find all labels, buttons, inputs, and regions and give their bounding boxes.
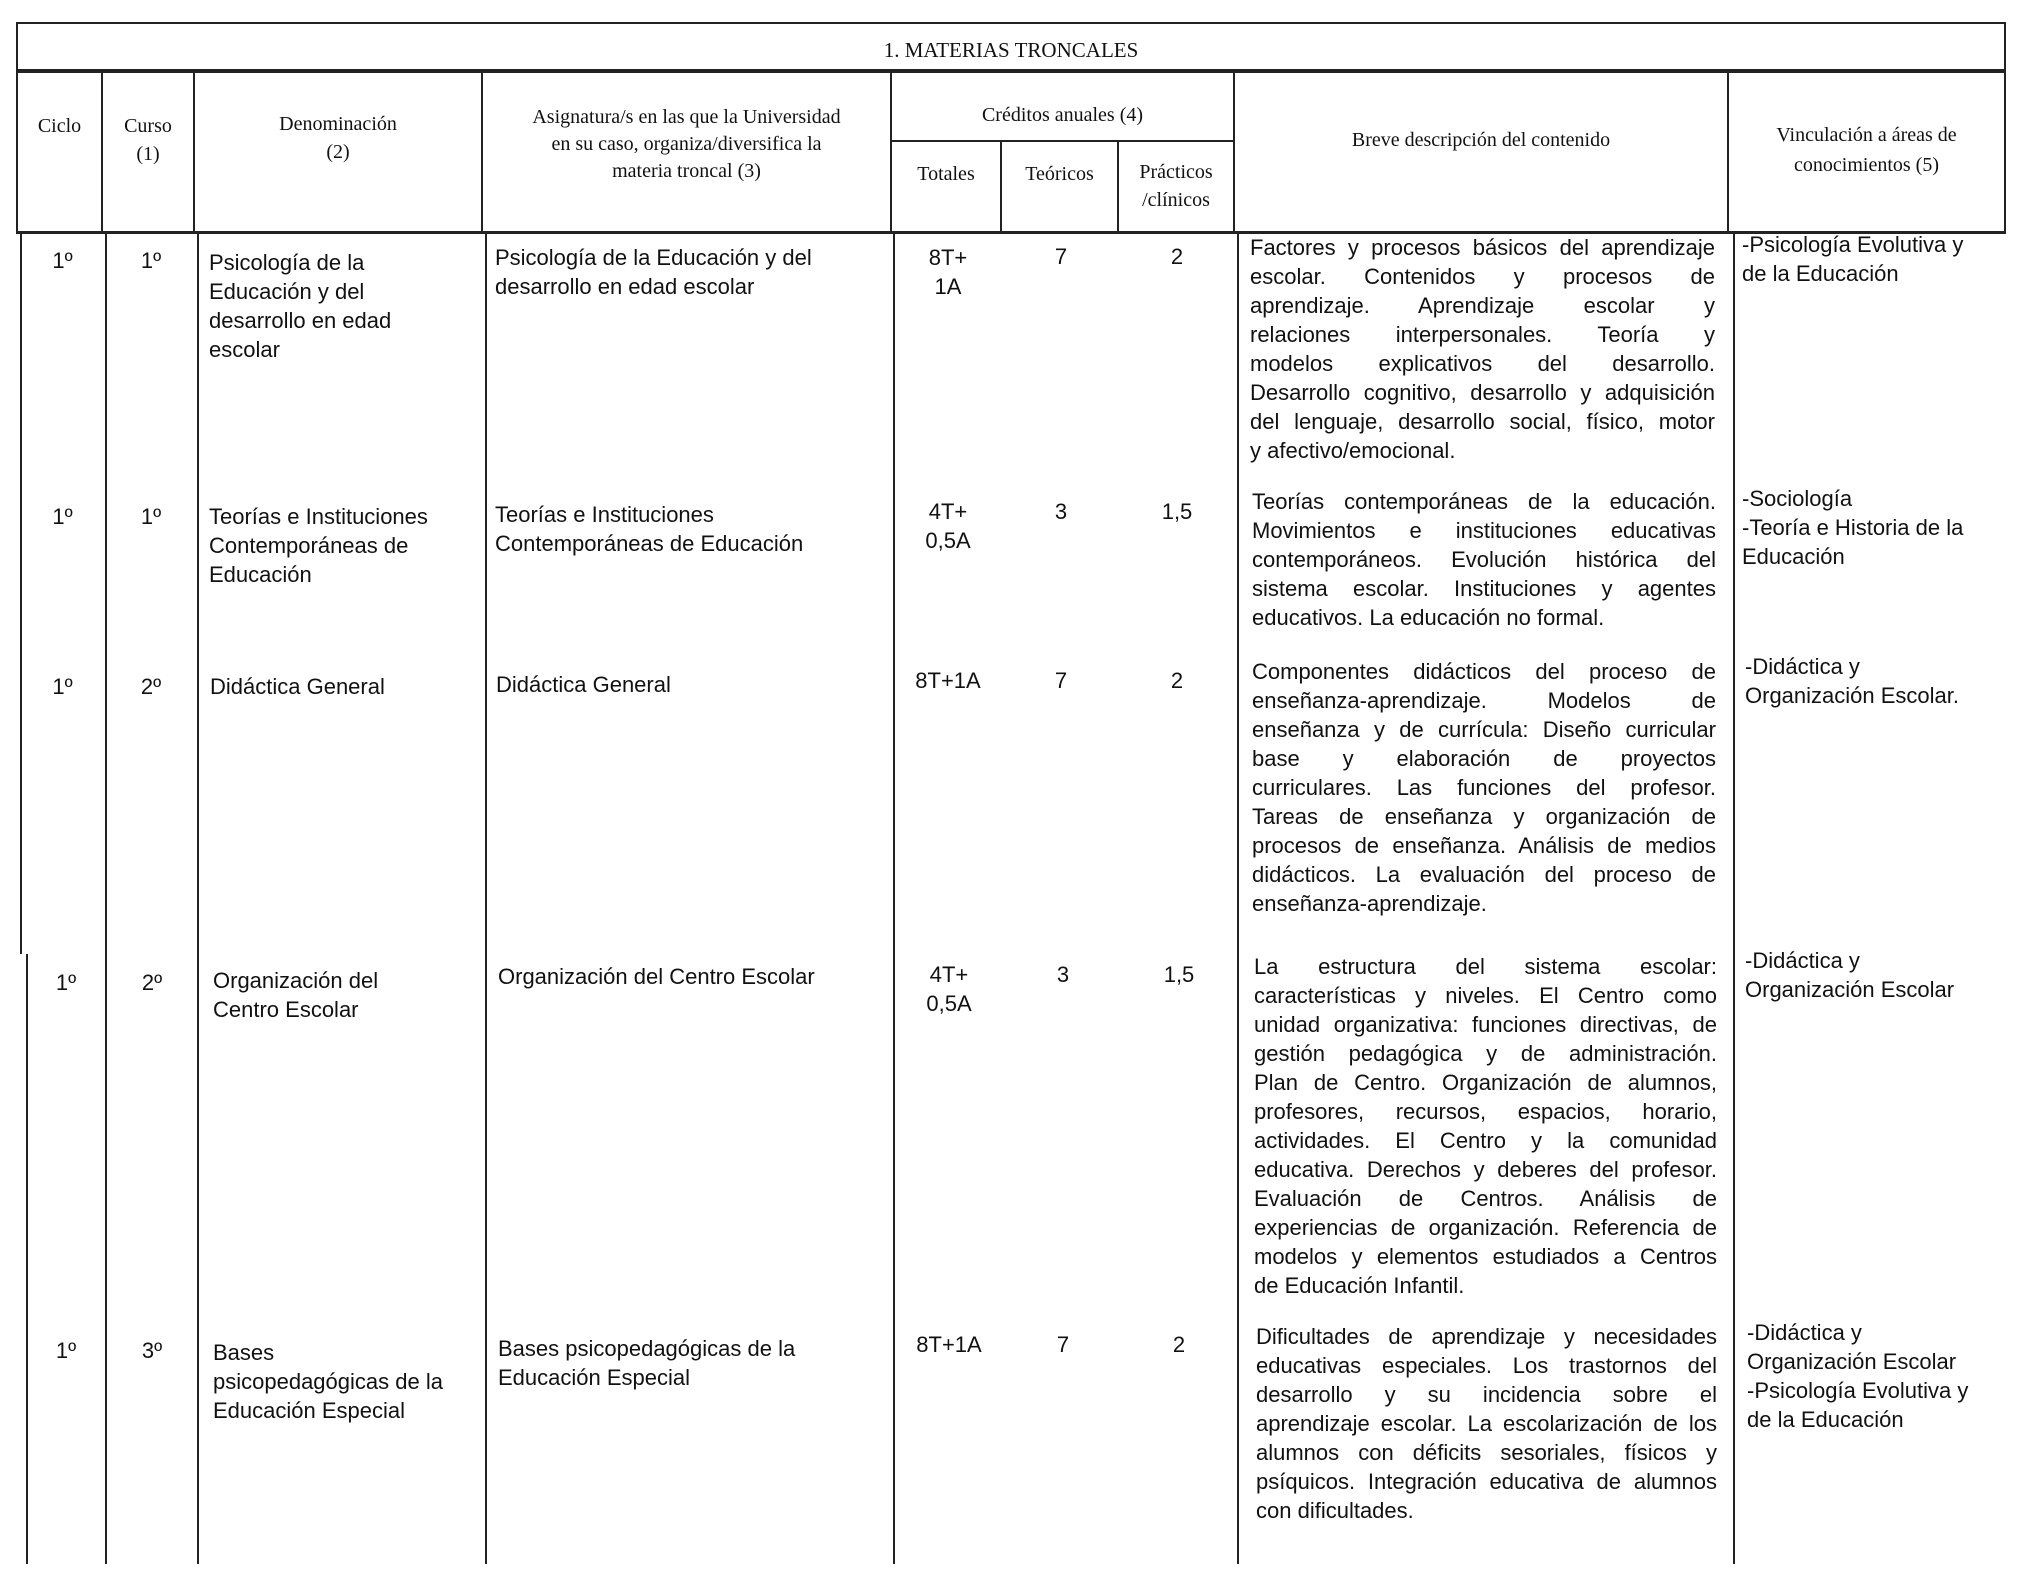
cell-asignatura: Teorías e Instituciones Contemporáneas de Educación: [495, 502, 804, 556]
cell-teoricos: 7: [1054, 668, 1068, 693]
cell-descripcion: Componentes didácticos del proceso de enseñanza-aprendizaje. Modelos de enseñanza y de currícula: Diseño curricular base y elaboración de proyectos curriculares. Las funciones del profesor. Tareas de enseñanza y organización de procesos de enseñanza. Análisis de medios didácticos. La evaluación del proceso de enseñanza-aprendizaje.: [1252, 659, 1716, 916]
cell-totales: 8T+1A: [915, 668, 981, 693]
cell-ciclo: 1º: [52, 674, 73, 699]
body-col-sep: [893, 234, 895, 1564]
cell-totales: 8T+ 1A: [928, 245, 968, 299]
cell-ciclo: 1º: [52, 248, 73, 273]
body-col-sep: [485, 234, 487, 1564]
body-col-sep: [1733, 234, 1735, 1564]
cell-practicos: 1,5: [1161, 499, 1193, 524]
cell-practicos: 2: [1170, 244, 1184, 269]
cell-vinculacion: -Didáctica y Organización Escolar: [1745, 948, 1955, 1002]
header-curso: Curso (1): [124, 115, 172, 165]
cell-vinculacion: -Psicología Evolutiva y de la Educación: [1742, 232, 1964, 286]
cell-ciclo: 1º: [55, 1338, 77, 1363]
cell-descripcion: Teorías contemporáneas de la educación. Movimientos e instituciones educativas contemporáneos. Evolución histórica del sistema escolar. Instituciones y agentes educativos. La educación no formal.: [1252, 489, 1716, 630]
cell-totales: 4T+ 0,5A: [926, 962, 972, 1016]
body-border-left: [20, 234, 22, 954]
cell-teoricos: 7: [1054, 244, 1068, 269]
cell-denominacion: Didáctica General: [210, 674, 385, 699]
cell-asignatura: Psicología de la Educación y del desarrollo en edad escolar: [495, 245, 812, 299]
header-totales: Totales: [917, 163, 975, 185]
cell-asignatura: Organización del Centro Escolar: [498, 964, 815, 989]
header-ciclo: Ciclo: [37, 115, 82, 137]
cell-practicos: 2: [1172, 1332, 1186, 1357]
cell-descripcion: La estructura del sistema escolar: características y niveles. El Centro como unidad organizativa: funciones directivas, de gestión pedagógica y de administración. Plan de Centro. Organización de alumnos, profesores, recursos, espacios, horario, actividades. El Centro y la comunidad educativa. Derechos y deberes del profesor. Evaluación de Centros. Análisis de experiencias de organización. Referencia de modelos y elementos estudiados a Centros de Educación Infantil.: [1254, 954, 1717, 1298]
body-col-sep: [1237, 234, 1239, 1564]
cell-curso: 1º: [140, 248, 162, 273]
header-denominacion: Denominación (2): [279, 113, 397, 163]
cell-denominacion: Psicología de la Educación y del desarrollo en edad escolar: [209, 250, 392, 362]
cell-descripcion: Factores y procesos básicos del aprendizaje escolar. Contenidos y procesos de aprendizaje. Aprendizaje escolar y relaciones interpersonales. Teoría y modelos explicativos del desarrollo. Desarrollo cognitivo, desarrollo y adquisición del lenguaje, desarrollo social, físico, motor y afectivo/emocional.: [1250, 235, 1715, 463]
cell-asignatura: Didáctica General: [496, 672, 671, 697]
header-practicos: Prácticos /clínicos: [1139, 161, 1213, 211]
cell-vinculacion: -Didáctica y Organización Escolar.: [1745, 654, 1959, 708]
cell-curso: 1º: [140, 504, 162, 529]
header-col-sep: [890, 73, 892, 233]
cell-denominacion: Teorías e Instituciones Contemporáneas de Educación: [209, 504, 428, 587]
body-border-left: [26, 954, 28, 1564]
header-asignatura: Asignatura/s en las que la Universidad en su caso, organiza/diversifica la materia troncal (3): [532, 106, 841, 182]
cell-curso: 3º: [141, 1338, 163, 1363]
header-vinculacion: Vinculación a áreas de conocimientos (5): [1776, 124, 1957, 176]
cell-vinculacion: -Sociología -Teoría e Historia de la Educación: [1742, 486, 1964, 569]
cell-teoricos: 7: [1056, 1332, 1070, 1357]
header-border-right: [2004, 22, 2006, 234]
table-title: 1. MATERIAS TRONCALES: [16, 22, 2006, 73]
cell-descripcion: Dificultades de aprendizaje y necesidades educativas especiales. Los trastornos del desarrollo y su incidencia sobre el aprendizaje escolar. La escolarización de los alumnos con déficits sesoriales, físicos y psíquicos. Integración educativa de alumnos con dificultades.: [1256, 1324, 1717, 1523]
cell-ciclo: 1º: [55, 970, 77, 995]
cell-teoricos: 3: [1054, 499, 1068, 524]
cell-practicos: 1,5: [1163, 962, 1195, 987]
header-teoricos: Teóricos: [1025, 163, 1094, 185]
cell-denominacion: Bases psicopedagógicas de la Educación Especial: [213, 1340, 443, 1423]
header-descripcion: Breve descripción del contenido: [1351, 129, 1611, 151]
cell-practicos: 2: [1170, 668, 1184, 693]
cell-teoricos: 3: [1056, 962, 1070, 987]
cell-totales: 4T+ 0,5A: [925, 499, 971, 553]
creditos-subheader-rule: [890, 140, 1234, 142]
cell-asignatura: Bases psicopedagógicas de la Educación Especial: [498, 1336, 796, 1390]
cell-curso: 2º: [141, 970, 163, 995]
header-creditos-anuales: Créditos anuales (4): [981, 104, 1144, 126]
cell-vinculacion: -Didáctica y Organización Escolar -Psicología Evolutiva y de la Educación: [1747, 1320, 1969, 1432]
cell-totales: 8T+1A: [916, 1332, 982, 1357]
cell-ciclo: 1º: [52, 504, 73, 529]
header-border-left: [16, 73, 18, 233]
cell-curso: 2º: [140, 674, 162, 699]
cell-denominacion: Organización del Centro Escolar: [213, 968, 379, 1022]
